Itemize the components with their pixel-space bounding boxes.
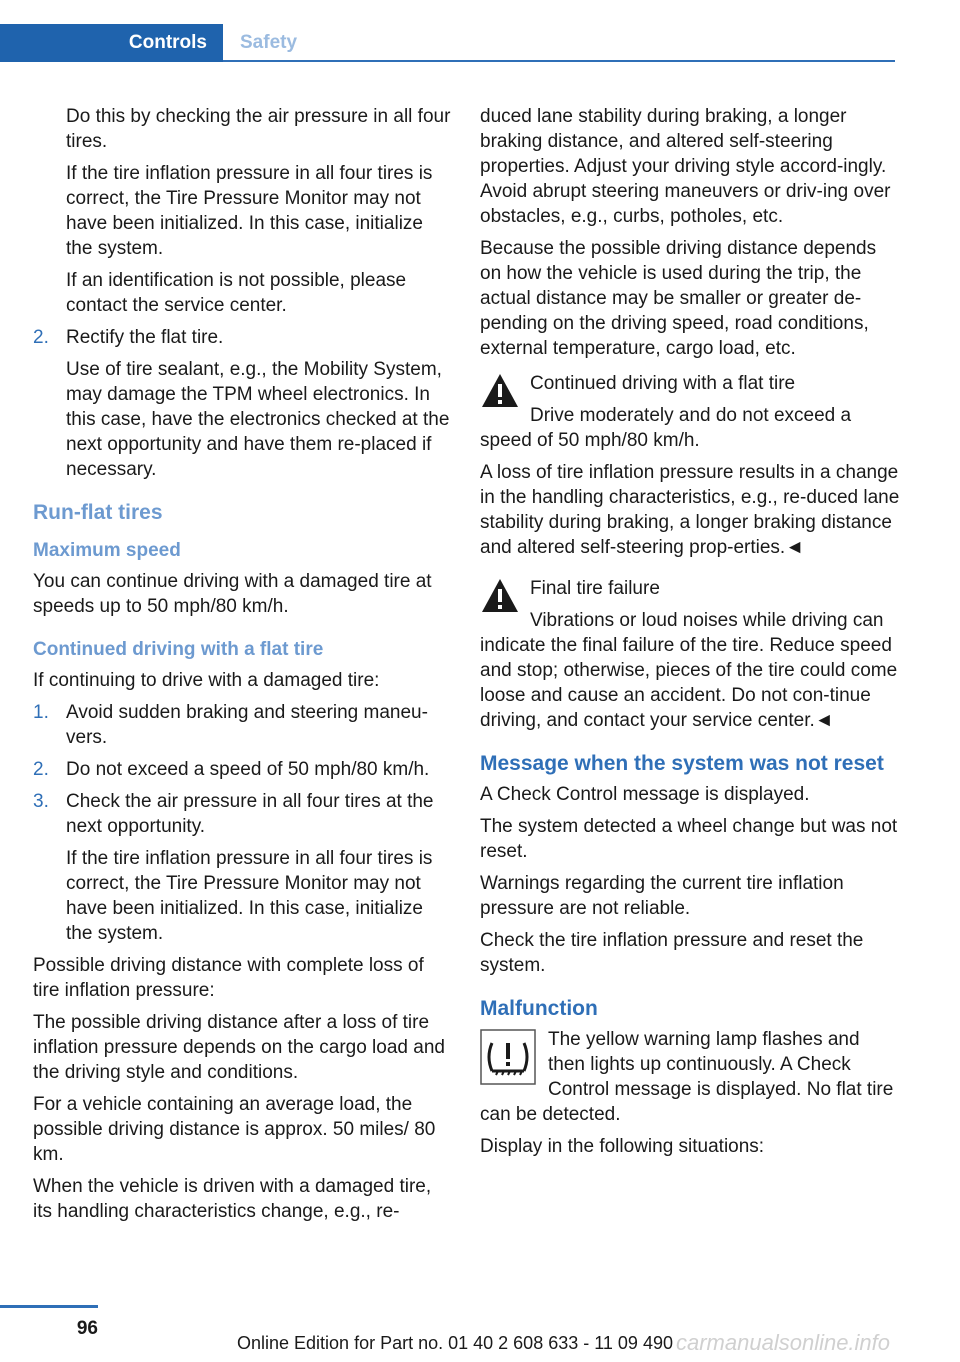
paragraph: If continuing to drive with a damaged tire: [33,670,380,691]
paragraph: duced lane stability during braking, a longer braking distance, and altered self-steering properties. Adjust your driving style accord-ingly. Avoid abrupt steering maneuvers or driv-ing over obstacles, e.g., curbs, potholes, etc. [480,106,891,227]
paragraph: You can continue driving with a damaged tire at speeds up to 50 mph/80 km/h. [33,571,432,617]
paragraph: When the vehicle is driven with a damaged tire, its handling characteristics change, e.g., re- [33,1176,432,1222]
list-text: Avoid sudden braking and steering maneu-vers. [66,702,428,748]
paragraph: The system detected a wheel change but was not reset. [480,816,898,862]
paragraph: Use of tire sealant, e.g., the Mobility System, may damage the TPM wheel electronics. In this case, have the electronics checked at the next opportunity and have them re-placed if necessary. [66,359,450,480]
list-text: Do not exceed a speed of 50 mph/80 km/h. [66,759,430,780]
list-number: 3. [33,791,49,812]
left-column [33,104,453,1231]
warning-text: Drive moderately and do not exceed a speed of 50 mph/80 km/h. [480,405,852,451]
list-item [33,789,453,839]
right-column [480,104,900,1166]
warning-text: Vibrations or loud noises while driving can indicate the final failure of the tire. Reduce speed and stop; otherwise, pieces of the tire could come loose and cause an accident. Do not con-tinue driving, and contact your service center.◄ [480,610,898,731]
paragraph: For a vehicle containing an average load, the possible driving distance is approx. 50 miles/ 80 km. [33,1094,436,1165]
paragraph: If an identification is not possible, please contact the service center. [66,270,407,316]
paragraph: If the tire inflation pressure in all four tires is correct, the Tire Pressure Monitor may not have been initialized. In this case, initialize the system. [66,848,433,944]
paragraph: Because the possible driving distance depends on how the vehicle is used during the trip, the actual distance may be smaller or greater de-pending on the driving speed, road conditions, external temperature, cargo load, etc. [480,238,877,359]
list-item [33,757,453,782]
page-number: 96 [76,1318,98,1339]
warning-title: Continued driving with a flat tire [530,373,796,394]
list-item [33,700,453,750]
paragraph: Do this by checking the air pressure in all four tires. [66,106,451,152]
warning-triangle-icon [480,371,520,411]
heading-malfunction: Malfunction [480,997,598,1020]
edition-text: Online Edition for Part no. 01 40 2 608 633 - 11 09 490 [237,1333,673,1353]
heading-run-flat-tires: Run-flat tires [33,501,163,524]
tab-safety[interactable]: Safety [240,32,298,53]
paragraph: If the tire inflation pressure in all four tires is correct, the Tire Pressure Monitor may not have been initialized. In this case, initialize the system. [66,163,433,259]
paragraph: A loss of tire inflation pressure results in a change in the handling characteristics, e.g., re-duced lane stability during braking, a longer braking distance and altered self-steering prop-erties.◄ [480,462,900,558]
paragraph: Warnings regarding the current tire inflation pressure are not reliable. [480,873,844,919]
warning-title: Final tire failure [530,578,660,599]
list-number: 2. [33,327,49,348]
header-tabs [0,24,895,62]
warning-block [480,576,900,601]
malfunction-paragraph [480,1027,900,1127]
list-text: Rectify the flat tire. [66,327,224,348]
paragraph: Check the tire inflation pressure and reset the system. [480,930,864,976]
list-number: 1. [33,702,49,723]
paragraph: Display in the following situations: [480,1136,765,1157]
footer-divider [0,1305,98,1308]
warning-block [480,371,900,396]
heading-message-not-reset: Message when the system was not reset [480,752,884,775]
tire-pressure-warning-lamp-icon [480,1029,536,1085]
list-text: Check the air pressure in all four tires at the next opportunity. [66,791,434,837]
tab-controls[interactable]: Controls [0,24,223,62]
heading-continued-driving: Continued driving with a flat tire [33,639,324,660]
list-item [33,325,453,350]
paragraph: A Check Control message is displayed. [480,784,810,805]
warning-triangle-icon [480,576,520,616]
paragraph: Possible driving distance with complete loss of tire inflation pressure: [33,955,424,1001]
list-number: 2. [33,759,49,780]
heading-maximum-speed: Maximum speed [33,540,181,561]
paragraph-text: The yellow warning lamp flashes and then lights up continuously. A Check Control message is displayed. No flat tire can be detected. [480,1029,894,1125]
watermark: carmanualsonline.info [676,1330,891,1355]
paragraph: The possible driving distance after a loss of tire inflation pressure depends on the cargo load and the driving style and conditions. [33,1012,445,1083]
